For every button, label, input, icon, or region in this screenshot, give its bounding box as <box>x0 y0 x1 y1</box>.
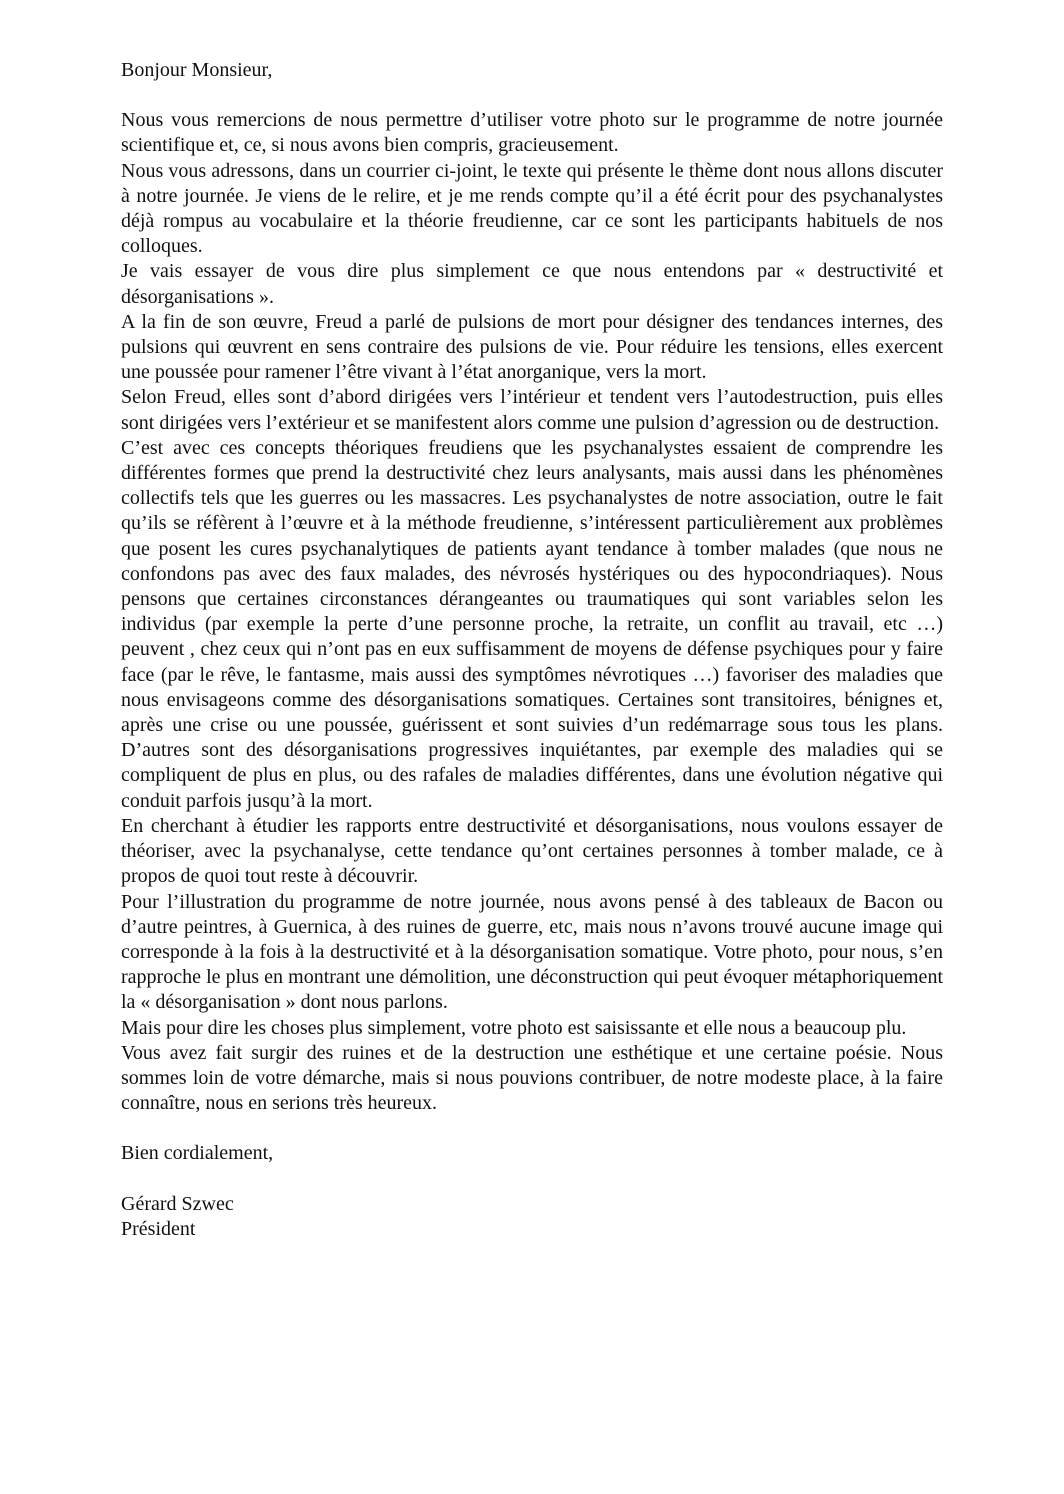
signatory-name: Gérard Szwec <box>121 1192 234 1215</box>
paragraph: Selon Freud, elles sont d’abord dirigées vers l’intérieur et tendent vers l’autodestruction, puis elles sont dirigées vers l’extérieur et se manifestent alors comme une pulsion d’agression ou de destruction. <box>121 386 943 434</box>
paragraph: En cherchant à étudier les rapports entre destructivité et désorganisations, nous voulons essayer de théoriser, avec la psychanalyse, cette tendance qu’ont certaines personnes à tomber malade, ce à propos de quoi tout reste à découvrir. <box>121 814 943 888</box>
paragraph: Je vais essayer de vous dire plus simplement ce que nous entendons par « destructivité et désorganisations ». <box>121 260 943 308</box>
paragraph: A la fin de son œuvre, Freud a parlé de pulsions de mort pour désigner des tendances internes, des pulsions qui œuvrent en sens contraire des pulsions de vie. Pour réduire les tensions, elles exercent une poussée pour ramener l’être vivant à l’état anorganique, vers la mort. <box>121 310 943 384</box>
signatory-title: Président <box>121 1217 196 1240</box>
signature-block <box>121 1192 943 1242</box>
letter-body <box>121 108 943 1116</box>
paragraph: C’est avec ces concepts théoriques freudiens que les psychanalystes essaient de comprendre les différentes formes que prend la destructivité chez leurs analysants, mais aussi dans les phénomènes collectifs tels que les guerres ou les massacres. Les psychanalystes de notre association, outre le fait qu’ils se réfèrent à l’œuvre et à la méthode freudienne, s’intéressent particulièrement aux problèmes que posent les cures psychanalytiques de patients ayant tendance à tomber malades (que nous ne confondons pas avec des faux malades, des névrosés hystériques ou des hypocondriaques). Nous pensons que certaines circonstances dérangeantes ou traumatiques qui sont variables selon les individus (par exemple la perte d’une personne proche, la retraite, un conflit au travail, etc …) peuvent , chez ceux qui n’ont pas en eux suffisamment de moyens de défense psychiques pour y faire face (par le rêve, le fantasme, mais aussi des symptômes névrotiques …) favoriser des maladies que nous envisageons comme des désorganisations somatiques. Certaines sont transitoires, bénignes et, après une crise ou une poussée, guérissent et sont suivies d’un redémarrage sous tous les plans. D’autres sont des désorganisations progressives inquiétantes, par exemple des maladies qui se compliquent de plus en plus, ou des rafales de maladies différentes, dans une évolution négative qui conduit parfois jusqu’à la mort. <box>121 436 943 812</box>
paragraph: Nous vous remercions de nous permettre d’utiliser votre photo sur le programme de notre journée scientifique et, ce, si nous avons bien compris, gracieusement. <box>121 109 943 157</box>
paragraph: Mais pour dire les choses plus simplement, votre photo est saisissante et elle nous a beaucoup plu. <box>121 1016 907 1039</box>
paragraph: Pour l’illustration du programme de notre journée, nous avons pensé à des tableaux de Bacon ou d’autre peintres, à Guernica, à des ruines de guerre, etc, mais nous n’avons trouvé aucune image qui corresponde à la fois à la destructivité et à la désorganisation somatique. Votre photo, pour nous, s’en rapproche le plus en montrant une démolition, une déconstruction qui peut évoquer métaphoriquement la « désorganisation » dont nous parlons. <box>121 890 943 1014</box>
closing: Bien cordialement, <box>121 1142 274 1165</box>
paragraph: Vous avez fait surgir des ruines et de la destruction une esthétique et une certaine poésie. Nous sommes loin de votre démarche, mais si nous pouvions contribuer, de notre modeste place, à la faire connaître, nous en serions très heureux. <box>121 1041 943 1115</box>
paragraph: Nous vous adressons, dans un courrier ci-joint, le texte qui présente le thème dont nous allons discuter à notre journée. Je viens de le relire, et je me rends compte qu’il a été écrit pour des psychanalystes déjà rompus au vocabulaire et la théorie freudienne, car ce sont les participants habituels de nos colloques. <box>121 159 943 258</box>
greeting: Bonjour Monsieur, <box>121 59 273 81</box>
letter-content <box>121 58 943 1242</box>
